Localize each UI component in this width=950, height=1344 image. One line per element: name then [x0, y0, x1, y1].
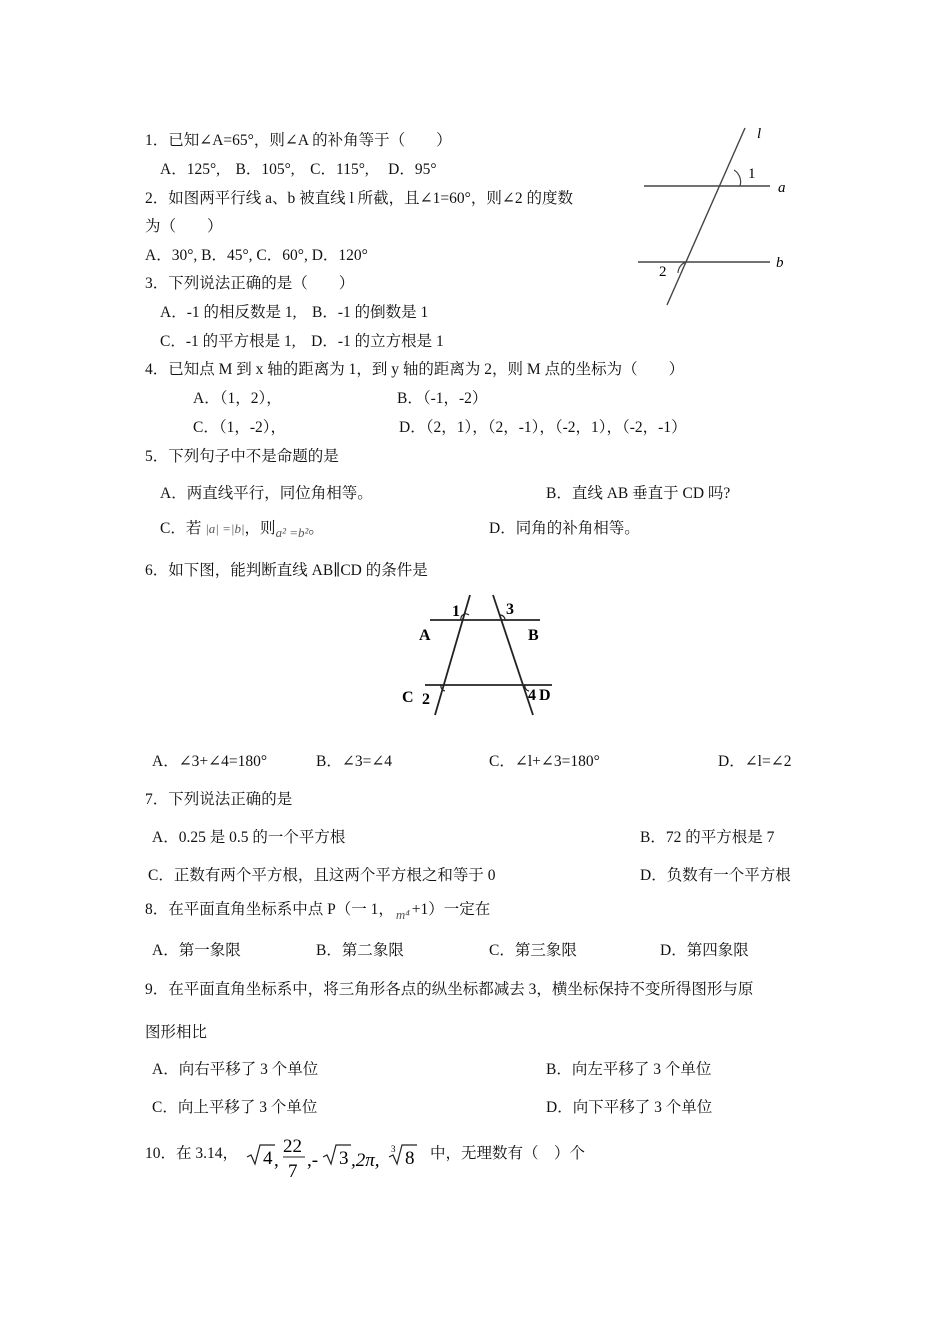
- label-b: b: [776, 255, 784, 271]
- q7-option-b: B．72 的平方根是 7: [640, 829, 775, 846]
- q6-option-c: C．∠l+∠3=180°: [489, 753, 600, 770]
- q8-option-b: B．第二象限: [316, 942, 404, 959]
- q7-option-d: D．负数有一个平方根: [640, 867, 791, 884]
- q6-stem: 6．如下图，能判断直线 AB∥CD 的条件是: [145, 562, 428, 579]
- q9-option-d: D．向下平移了 3 个单位: [546, 1099, 713, 1116]
- q9-stem: 9．在平面直角坐标系中，将三角形各点的纵坐标都减去 3，横坐标保持不变所得图形与原: [145, 981, 754, 998]
- fraction-denominator: 7: [288, 1161, 298, 1182]
- q5-option-c-mid: ，则: [244, 520, 276, 537]
- q4-option-a: A．（1，2），: [193, 390, 282, 407]
- q2-stem: 2．如图两平行线 a、b 被直线 l 所截，且∠1=60°，则∠2 的度数: [145, 190, 573, 207]
- cbrt8-radicand: 8: [405, 1148, 415, 1169]
- label-a: a: [778, 180, 786, 196]
- q8-option-a: A．第一象限: [152, 942, 241, 959]
- line-l: [667, 128, 745, 305]
- q5-option-c-end: 。: [308, 520, 324, 537]
- q5-option-c: [160, 519, 324, 539]
- q2-stem-cont: 为（ ）: [145, 218, 223, 235]
- label-2: 2: [659, 264, 667, 280]
- label-1: 1: [452, 603, 460, 620]
- q6-option-d: D．∠l=∠2: [718, 753, 792, 770]
- q1-options: A．125°, B．105°, C．115°, D．95°: [160, 161, 437, 178]
- comma-1: ,: [274, 1150, 279, 1171]
- label-B: B: [528, 627, 539, 644]
- q3-stem: 3．下列说法正确的是（ ）: [145, 275, 355, 292]
- sqrt3-radicand: 3: [339, 1148, 349, 1169]
- q4-option-c: C．（1，-2），: [193, 419, 287, 436]
- label-1: 1: [748, 166, 756, 182]
- label-C: C: [402, 689, 414, 706]
- q1-stem: 1．已知∠A=65°，则∠A 的补角等于（ ）: [145, 132, 452, 149]
- sqrt4-radicand: 4: [263, 1148, 273, 1169]
- q4-stem: 4．已知点 M 到 x 轴的距离为 1，到 y 轴的距离为 2，则 M 点的坐标为（ ）: [145, 361, 685, 378]
- angle-1-arc: [734, 170, 741, 186]
- q8-option-c: C．第三象限: [489, 942, 577, 959]
- q4-option-b: B．（-1，-2）: [397, 390, 488, 407]
- cbrt-index: 3: [391, 1144, 396, 1154]
- q9-option-c: C．向上平移了 3 个单位: [152, 1099, 318, 1116]
- label-2: 2: [422, 691, 430, 708]
- q8-stem-prefix: 8．在平面直角坐标系中点 P（一 1，: [145, 901, 394, 918]
- q9-option-a: A．向右平移了 3 个单位: [152, 1061, 319, 1078]
- q5-option-a: A．两直线平行，同位角相等。: [160, 485, 373, 502]
- q2-parallel-lines-figure: [630, 120, 805, 310]
- q2-options: A．30°, B．45°, C．60°, D．120°: [145, 247, 368, 264]
- q9-option-b: B．向左平移了 3 个单位: [546, 1061, 712, 1078]
- q7-stem: 7．下列说法正确的是: [145, 791, 293, 808]
- q5-option-d: D．同角的补角相等。: [489, 520, 640, 537]
- q5-option-c-math-square: a² =b²: [275, 525, 309, 540]
- comma-negative: ,-: [307, 1150, 319, 1171]
- q4-option-d: D．（2，1），（2，-1），（-2，1），（-2，-1）: [399, 419, 687, 436]
- q8-stem-math: m⁴: [395, 907, 410, 922]
- q10-stem-prefix: 10．在 3.14，: [145, 1145, 239, 1162]
- label-l: l: [757, 126, 762, 142]
- q5-stem: 5．下列句子中不是命题的是: [145, 448, 339, 465]
- q6-option-a: A．∠3+∠4=180°: [152, 753, 268, 770]
- q6-option-b: B．∠3=∠4: [316, 753, 393, 770]
- q8-stem: [145, 900, 490, 920]
- q3-options-ab: A．-1 的相反数是 1, B．-1 的倒数是 1: [160, 304, 429, 321]
- label-4: 4: [528, 687, 536, 704]
- q10-math-expression: [245, 1133, 430, 1183]
- q8-option-d: D．第四象限: [660, 942, 749, 959]
- label-3: 3: [506, 601, 514, 618]
- fraction-numerator: 22: [283, 1136, 302, 1157]
- q8-stem-suffix: +1）一定在: [411, 901, 491, 918]
- q5-option-b: B．直线 AB 垂直于 CD 吗?: [546, 485, 731, 502]
- q5-option-c-math-abs: |a| =|b|: [205, 521, 245, 536]
- q6-trapezoid-figure: [395, 590, 565, 720]
- label-A: A: [419, 627, 431, 644]
- label-D: D: [539, 687, 551, 704]
- q3-options-cd: C．-1 的平方根是 1, D．-1 的立方根是 1: [160, 333, 444, 350]
- q10-stem-suffix: 中，无理数有（ ）个: [430, 1145, 586, 1162]
- q5-option-c-prefix: C．若: [160, 520, 202, 537]
- two-pi: ,2π,: [351, 1150, 380, 1171]
- q7-option-c: C．正数有两个平方根，且这两个平方根之和等于 0: [148, 867, 496, 884]
- q7-option-a: A．0.25 是 0.5 的一个平方根: [152, 829, 346, 846]
- q9-stem-cont: 图形相比: [145, 1024, 208, 1041]
